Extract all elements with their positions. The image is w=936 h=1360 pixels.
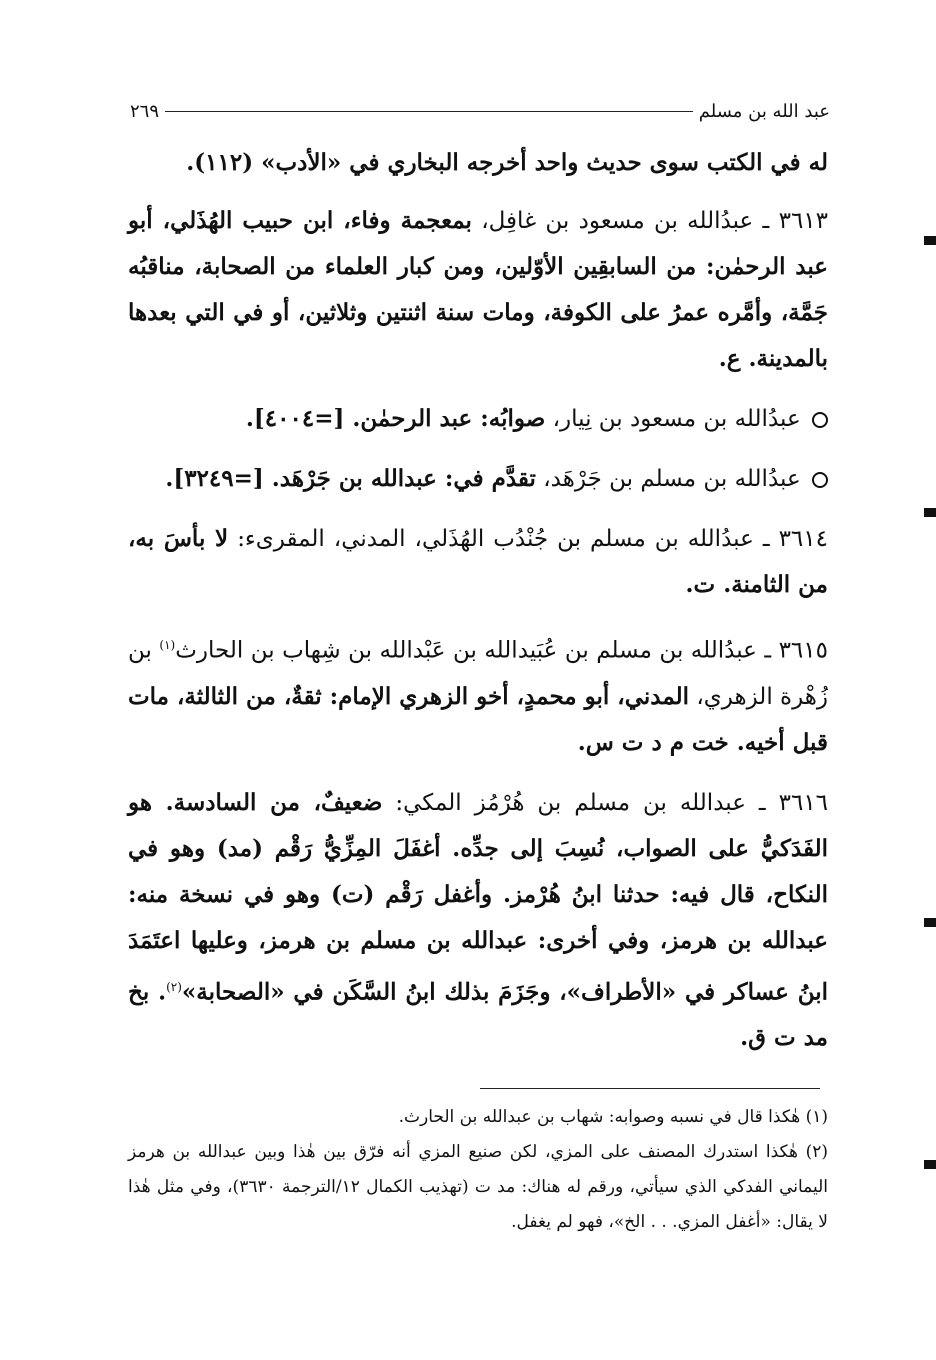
page-number: ٢٦٩ (130, 100, 160, 122)
entry-description: صوابُه: عبد الرحمٰن. [=٤٠٠٤]. (245, 405, 546, 432)
footnote-2: (٢) هٰكذا استدرك المصنف على المزي، لكن صنيع المزي أنه فرّق بين هٰذا وبين عبدالله بن هرمز اليماني الفدكي الذي سيأتي، ورقم له هناك: مد ت (تهذيب الكمال ١٢/الترجمة ٣٦٣٠)، وفي مثل هٰذا لا يقال: «أغفل المزي. . . الخ»، فهو لم يغفل. (128, 1142, 829, 1232)
running-title: عبد الله بن مسلم (698, 100, 830, 122)
entry-description: ضعيفٌ، من السادسة. هو الفَدَكيُّ على الصواب، نُسِبَ إلى جدِّه. أغفَلَ المِزِّيُّ رَقْم (مد) وهو في النكاح، قال فيه: حدثنا ابنُ هُرْمز. وأغفل رَقْم (ت) وهو في نسخة منه: عبدالله بن هرمز، وفي أخرى: عبدالله بن مسلم بن هرمز، وعليها اعتَمَدَ ابنُ عساكر في «الأطراف»، وجَزَمَ بذلك ابنُ السَّكَن في «الصحابة» (128, 788, 828, 1006)
entry-cross-ref-2 (128, 456, 828, 502)
entry-description: المدني، أبو محمدٍ، أخو الزهري الإمام: ثقةٌ، من الثالثة، مات قبل أخيه. خت م د ت س. (127, 682, 828, 756)
continuation-text: له في الكتب سوى حديث واحد أخرجه البخاري في «الأدب» (١١٢). (186, 149, 828, 176)
entry-name: عبدُالله بن مسلم بن عُبَيدالله بن عَبْدالله بن شِهاب بن الحارث (175, 637, 757, 664)
main-text (128, 140, 828, 1075)
entry-name: عبدُالله بن مسلم بن جُنْدُب الهُذَلي، المدني، المقرىء: (237, 526, 754, 552)
entry-3616 (128, 780, 828, 1062)
entry-3614 (128, 516, 828, 608)
circle-bullet-icon (812, 472, 828, 488)
footnote-marker[interactable]: (٢) (166, 979, 182, 994)
entry-number: ٣٦١٥ ـ (764, 637, 828, 664)
entry-cross-ref-1 (128, 396, 828, 442)
entry-name: عبدُالله بن مسعود بن غافِل، (481, 208, 754, 234)
edge-mark (924, 918, 936, 927)
entry-number: ٣٦١٤ ـ (762, 526, 828, 552)
footnote-marker[interactable]: (١) (159, 638, 176, 652)
entry-description: بمعجمة وفاء، ابن حبيب الهُذَلي، أبو عبد الرحمٰن: من السابقِين الأوّلين، ومن كبار العلماء من الصحابة، مناقبُه جَمَّة، وأمَّره عمرُ على الكوفة، ومات سنة اثنتين وثلاثين، أو في التي بعدها بالمدينة. ع. (128, 207, 828, 372)
header-rule (165, 111, 693, 112)
entry-description: تقدَّم في: عبدالله بن جَرْهَد. [=٣٢٤٩]. (165, 465, 536, 492)
edge-mark (924, 1160, 936, 1169)
entry-description: لا بأسَ به، من الثامنة. ت. (128, 525, 828, 598)
entry-3613 (128, 198, 828, 382)
entry-number: ٣٦١٦ ـ (758, 789, 829, 816)
edge-mark (924, 508, 936, 517)
footnote-rule (480, 1088, 820, 1089)
entry-name-cont: بن زُهْرة الزهري، (128, 637, 828, 710)
entry-3615 (128, 622, 828, 766)
entry-name: عبدُالله بن مسلم بن جَرْهَد، (543, 466, 801, 492)
circle-bullet-icon (812, 412, 828, 428)
entry-number: ٣٦١٣ ـ (762, 208, 829, 234)
footnote-1: (١) هٰكذا قال في نسبه وصوابه: شهاب بن عبدالله بن الحارث. (398, 1107, 828, 1127)
paragraph-continuation (128, 140, 828, 186)
footnotes (128, 1100, 828, 1240)
entry-name: عبدُالله بن مسعود بن نِيار، (552, 406, 801, 432)
entry-symbols: . بخ مد ت ق. (128, 978, 828, 1052)
entry-name: عبدالله بن مسلم بن هُرْمُز المكي: (395, 789, 746, 816)
edge-mark (924, 236, 936, 245)
running-header (130, 98, 830, 124)
